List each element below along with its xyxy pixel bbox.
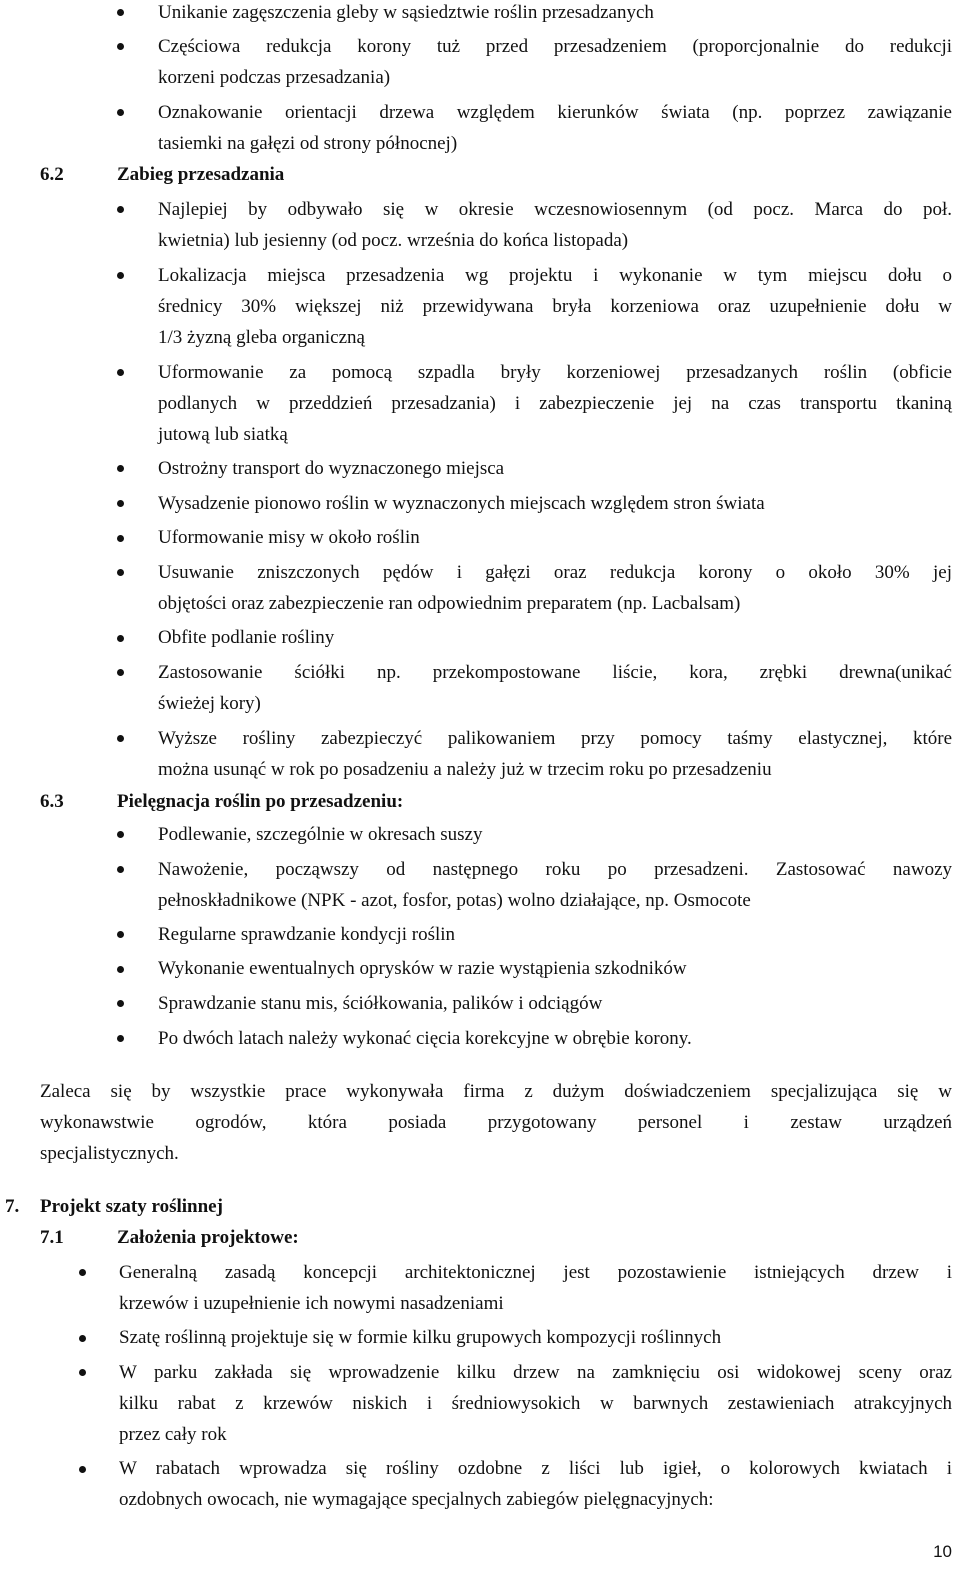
list-item-line: ozdobnych owocach, nie wymagające specjalnych zabiegów pielęgnacyjnych: <box>119 1489 714 1510</box>
list-item-line: Uformowanie misy w około roślin <box>158 527 420 548</box>
section-title-7-1: Założenia projektowe: <box>117 1227 299 1248</box>
bullet-icon <box>79 1269 86 1276</box>
section-title-6-2: Zabieg przesadzania <box>117 164 285 185</box>
body-paragraph <box>40 1076 952 1169</box>
list-item-line: Najlepiej by odbywało się w okresie wczesnowiosennym (od pocz. Marca do poł. <box>158 199 952 220</box>
bullet-icon <box>117 735 124 742</box>
bullet-icon <box>117 569 124 576</box>
paragraph-line: Zaleca się by wszystkie prace wykonywała firma z dużym doświadczeniem specjalizująca się w <box>40 1081 952 1102</box>
list-item-line: można usunąć w rok po posadzeniu a należy już w trzecim roku po przesadzeniu <box>158 759 772 780</box>
section-number-6-3: 6.3 <box>40 791 64 812</box>
list-item-line: Wykonanie ewentualnych oprysków w razie wystąpienia szkodników <box>158 958 687 979</box>
list-item-line: korzeni podczas przesadzania) <box>158 67 391 88</box>
bullet-icon <box>117 831 124 838</box>
bullet-icon <box>117 669 124 676</box>
bullet-icon <box>117 1035 124 1042</box>
list-item-line: Regularne sprawdzanie kondycji roślin <box>158 924 456 945</box>
bullet-icon <box>117 465 124 472</box>
list-item-line: W rabatach wprowadza się rośliny ozdobne z liści lub igieł, o kolorowych kwiatach i <box>119 1458 952 1479</box>
bullet-icon <box>117 43 124 50</box>
list-item-line: Generalną zasadą koncepcji architektonicznej jest pozostawienie istniejących drzew i <box>119 1262 952 1283</box>
list-item-line: jutową lub siatką <box>158 424 288 445</box>
bullet-icon <box>79 1466 86 1473</box>
paragraph-line: wykonawstwie ogrodów, która posiada przygotowany personel i zestaw urządzeń <box>40 1112 952 1133</box>
list-item-line: podlanych w przeddzień przesadzania) i zabezpieczenie jej na czas transportu tkaniną <box>158 393 952 414</box>
list-item-line: Usuwanie zniszczonych pędów i gałęzi oraz redukcja korony o około 30% jej <box>158 562 952 583</box>
list-item-line: przez cały rok <box>119 1424 227 1445</box>
list-item-line: Po dwóch latach należy wykonać cięcia korekcyjne w obrębie korony. <box>158 1028 692 1049</box>
bullet-icon <box>117 535 124 542</box>
list-item-line: Unikanie zagęszczenia gleby w sąsiedztwie roślin przesadzanych <box>158 2 654 23</box>
list-item-line: Oznakowanie orientacji drzewa względem kierunków świata (np. poprzez zawiązanie <box>158 102 952 123</box>
list-item-line: pełnoskładnikowe (NPK - azot, fosfor, potas) wolno działające, np. Osmocote <box>158 890 751 911</box>
section-number-7-1: 7.1 <box>40 1227 64 1248</box>
bullet-icon <box>117 966 124 973</box>
list-item-line: średnicy 30% większej niż przewidywana bryła korzeniowa oraz uzupełnienie dołu w <box>158 296 952 317</box>
list-item-line: Wyższe rośliny zabezpieczyć palikowaniem przy pomocy taśmy elastycznej, które <box>158 728 952 749</box>
list-item-line: objętości oraz zabezpieczenie ran odpowiednim preparatem (np. Lacbalsam) <box>158 593 741 614</box>
bullet-icon <box>117 272 124 279</box>
paragraph-line: specjalistycznych. <box>40 1143 179 1164</box>
list-item-line: Szatę roślinną projektuje się w formie kilku grupowych kompozycji roślinnych <box>119 1327 722 1348</box>
list-item-line: Ostrożny transport do wyznaczonego miejsca <box>158 458 505 479</box>
section-number: 6.2 <box>40 164 64 185</box>
list-item-line: Wysadzenie pionowo roślin w wyznaczonych miejscach względem stron świata <box>158 493 765 514</box>
bullet-icon <box>79 1369 86 1376</box>
bullet-icon <box>79 1335 86 1342</box>
list-item-line: Uformowanie za pomocą szpadla bryły korzeniowej przesadzanych roślin (obficie <box>158 362 952 383</box>
bullet-icon <box>117 635 124 642</box>
list-item-line: Sprawdzanie stanu mis, ściółkowania, palików i odciągów <box>158 993 603 1014</box>
list-item-line: Lokalizacja miejsca przesadzenia wg projektu i wykonanie w tym miejscu dołu o <box>158 265 952 286</box>
list-item-line: Częściowa redukcja korony tuż przed przesadzeniem (proporcjonalnie do redukcji <box>158 36 952 57</box>
list-item-line: 1/3 żyzną gleba organiczną <box>158 327 365 348</box>
list-item-line: Zastosowanie ściółki np. przekompostowane liście, kora, zrębki drewna(unikać <box>158 662 952 683</box>
bullet-icon <box>117 206 124 213</box>
bullet-icon <box>117 931 124 938</box>
list-item-line: świeżej kory) <box>158 693 261 714</box>
bullet-icon <box>117 109 124 116</box>
page-number: 10 <box>933 1542 952 1561</box>
section-heading-6-2 <box>40 159 64 190</box>
bullet-icon <box>117 369 124 376</box>
bullet-icon <box>117 866 124 873</box>
list-item-line: tasiemki na gałęzi od strony północnej) <box>158 133 458 154</box>
list-item-line: Obfite podlanie rośliny <box>158 627 335 648</box>
list-item-line: kilku rabat z krzewów niskich i średniowysokich w barwnych zestawieniach atrakcyjnych <box>119 1393 952 1414</box>
list-item-line: Podlewanie, szczególnie w okresach suszy <box>158 824 483 845</box>
list-item-line: W parku zakłada się wprowadzenie kilku drzew na zamknięciu osi widokowej sceny oraz <box>119 1362 952 1383</box>
section-title-6-3: Pielęgnacja roślin po przesadzeniu: <box>117 791 404 812</box>
list-item-line: krzewów i uzupełnienie ich nowymi nasadzeniami <box>119 1293 504 1314</box>
list-item-line: Nawożenie, począwszy od następnego roku po przesadzeni. Zastosować nawozy <box>158 859 952 880</box>
list-item-line: kwietnia) lub jesienny (od pocz. września do końca listopada) <box>158 230 629 251</box>
bullet-icon <box>117 500 124 507</box>
section-number-7: 7. <box>5 1196 20 1217</box>
bullet-icon <box>117 1000 124 1007</box>
bullet-icon <box>117 9 124 16</box>
section-title-7: Projekt szaty roślinnej <box>40 1196 223 1217</box>
